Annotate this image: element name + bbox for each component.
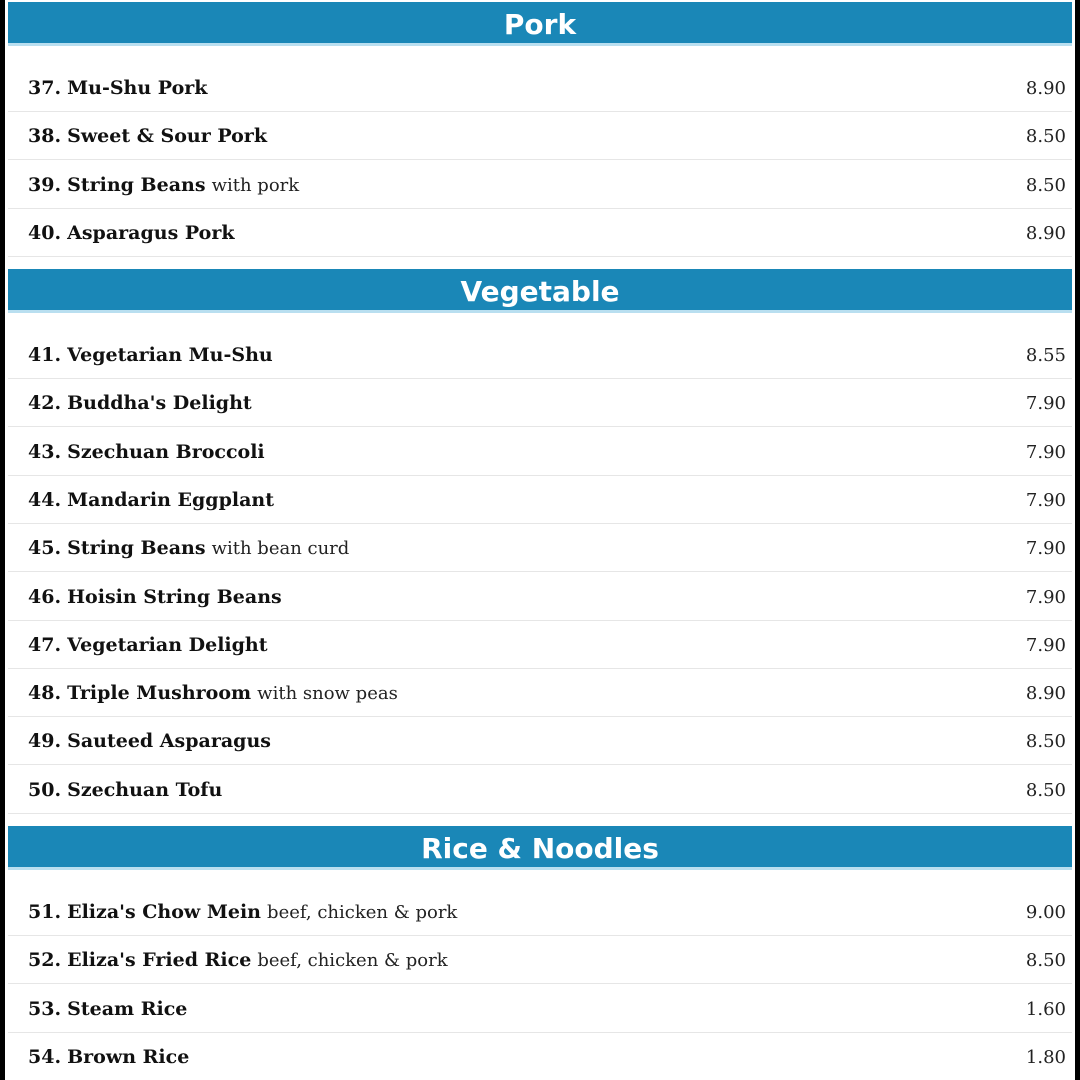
item-number: 48. [28,682,62,705]
menu-item [8,65,1072,112]
item-text [28,380,252,427]
item-name: Szechuan Broccoli [67,440,265,463]
menu-item [8,429,1072,476]
item-number: 41. [28,344,62,366]
item-name: Eliza's Fried Rice [67,949,252,972]
item-price: 8.50 [1025,174,1066,196]
item-number: 52. [28,949,62,972]
menu-item [8,380,1072,427]
item-text [28,210,235,257]
section-header: Pork [8,2,1072,46]
menu-item [8,162,1072,209]
item-text [28,332,273,379]
item-name: Brown Rice [67,1045,190,1068]
item-price: 8.50 [1025,731,1066,753]
item-price: 1.80 [1025,1046,1066,1068]
menu-item [8,210,1072,257]
item-name: String Beans [67,537,206,560]
item-text [28,670,398,717]
item-text [28,162,299,209]
item-price: 8.50 [1025,779,1066,801]
item-text [28,477,274,524]
item-name: Vegetarian Delight [67,633,268,656]
item-number: 51. [28,901,62,923]
item-name: Sweet & Sour Pork [67,125,267,148]
item-text [28,1034,189,1080]
item-price: 8.90 [1025,222,1066,244]
menu-item [8,574,1072,621]
item-text [28,718,271,765]
section-header: Rice & Noodles [8,826,1072,870]
item-text [28,525,349,572]
item-number: 53. [28,997,62,1020]
item-price: 8.90 [1025,78,1066,99]
item-name: Steam Rice [67,997,188,1020]
menu-item [8,937,1072,984]
menu-item [8,622,1072,669]
item-name: Mu-Shu Pork [67,77,208,99]
item-number: 54. [28,1045,62,1068]
item-number: 39. [28,173,62,196]
item-description: beef, chicken & pork [257,950,448,972]
menu-item [8,670,1072,717]
item-number: 38. [28,125,62,148]
menu-item [8,477,1072,524]
menu-item [8,889,1072,936]
item-number: 45. [28,537,62,560]
item-name: Triple Mushroom [67,682,252,705]
item-name: Asparagus Pork [67,221,235,244]
item-name: Sauteed Asparagus [67,730,271,753]
item-price: 8.90 [1025,683,1066,705]
item-description: beef, chicken & pork [267,902,458,923]
item-price: 7.90 [1025,538,1066,560]
item-number: 43. [28,440,62,463]
item-number: 49. [28,730,62,753]
menu-container [5,0,1075,1080]
item-text [28,937,448,984]
item-name: Mandarin Eggplant [67,488,274,511]
menu-item [8,767,1072,814]
item-text [28,574,282,621]
item-name: Eliza's Chow Mein [67,901,261,923]
item-number: 46. [28,585,62,608]
item-number: 44. [28,488,62,511]
item-description: with snow peas [257,683,398,705]
item-description: with pork [211,174,300,196]
item-text [28,65,207,112]
item-price: 8.55 [1025,345,1066,366]
item-text [28,889,457,936]
item-name: Szechuan Tofu [67,778,223,801]
item-name: Buddha's Delight [67,392,252,415]
item-text [28,986,187,1033]
section-header: Vegetable [8,269,1072,313]
menu-item [8,1034,1072,1080]
item-price: 9.00 [1025,902,1066,923]
item-description: with bean curd [211,538,350,560]
item-text [28,429,265,476]
item-number: 50. [28,778,62,801]
item-number: 37. [28,77,62,99]
menu-item [8,986,1072,1033]
item-price: 7.90 [1025,586,1066,608]
item-text [28,113,267,160]
menu-item [8,113,1072,160]
item-name: Vegetarian Mu-Shu [67,344,273,366]
item-price: 7.90 [1025,489,1066,511]
item-name: Hoisin String Beans [67,585,282,608]
item-text [28,767,222,814]
item-price: 8.50 [1025,126,1066,148]
item-price: 7.90 [1025,634,1066,656]
item-text [28,622,268,669]
menu-item [8,525,1072,572]
item-number: 42. [28,392,62,415]
item-price: 7.90 [1025,441,1066,463]
menu-item [8,718,1072,765]
menu-item [8,332,1072,379]
item-name: String Beans [67,173,206,196]
item-price: 7.90 [1025,393,1066,415]
item-price: 1.60 [1025,998,1066,1020]
item-price: 8.50 [1025,950,1066,972]
item-number: 47. [28,633,62,656]
item-number: 40. [28,221,62,244]
